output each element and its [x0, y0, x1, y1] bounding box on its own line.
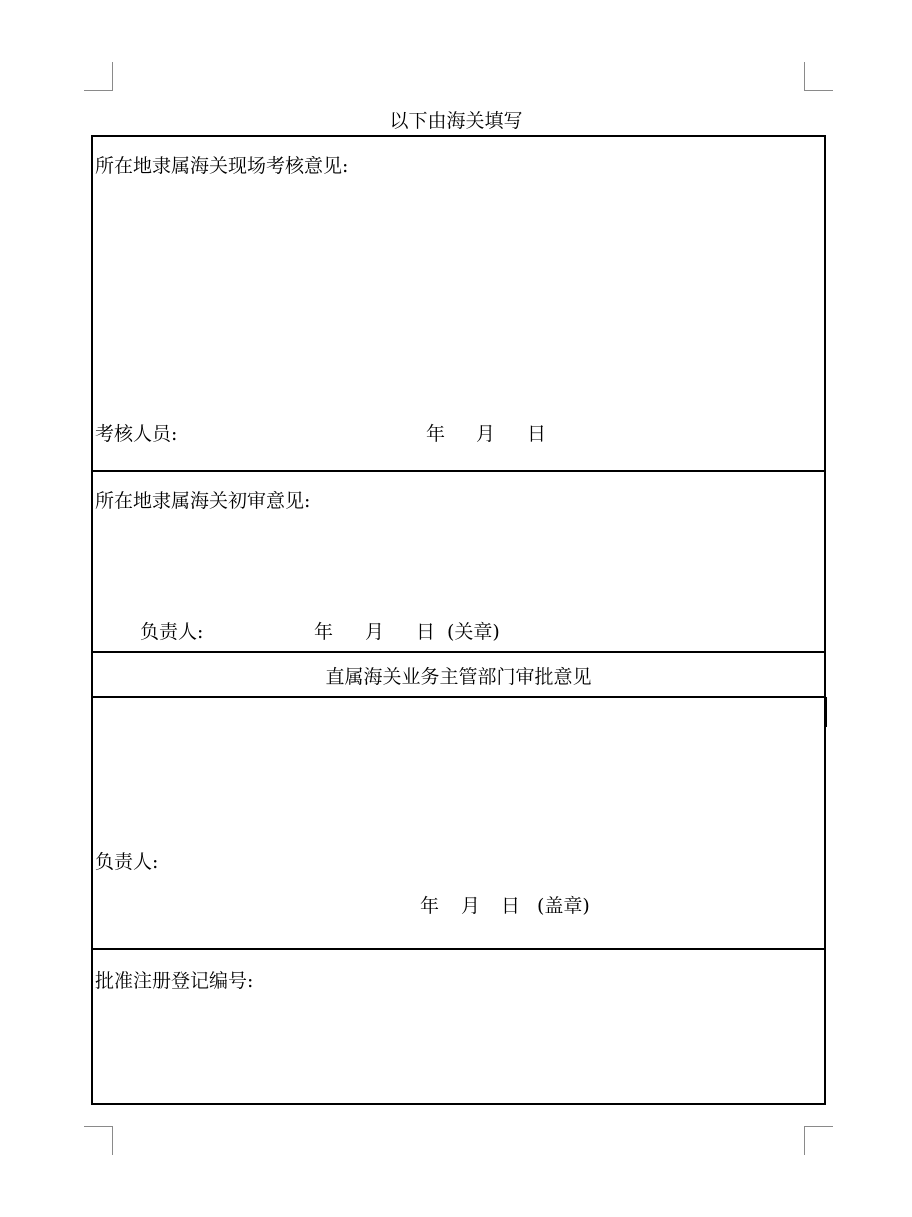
date-month: 月 [365, 621, 385, 643]
date-year: 年 [420, 895, 440, 917]
preliminary-review-label: 所在地隶属海关初审意见: [95, 490, 311, 512]
crop-mark-bottom-left [84, 1126, 113, 1155]
reviewer-label: 考核人员: [95, 423, 178, 445]
date-year: 年 [426, 423, 446, 445]
table-edge-mark [824, 697, 827, 727]
crop-mark-top-left [84, 62, 113, 91]
registration-number-section [93, 948, 824, 1103]
on-site-assessment-label: 所在地隶属海关现场考核意见: [95, 155, 349, 177]
date-month: 月 [476, 423, 496, 445]
customs-form-table [91, 135, 826, 1105]
crop-mark-bottom-right [804, 1126, 833, 1155]
date-day: 日 [501, 895, 521, 917]
date-year: 年 [314, 621, 334, 643]
responsible-person-label: 负责人: [140, 621, 204, 643]
approval-title: 直属海关业务主管部门审批意见 [325, 666, 592, 688]
form-heading: 以下由海关填写 [389, 110, 523, 132]
approval-opinion-section [93, 696, 824, 950]
date-month: 月 [461, 895, 481, 917]
date-day: 日 [527, 423, 547, 445]
responsible-person-label: 负责人: [95, 851, 159, 873]
preliminary-review-section [93, 470, 824, 653]
crop-mark-top-right [804, 62, 833, 91]
on-site-assessment-section [93, 137, 824, 472]
registration-number-label: 批准注册登记编号: [95, 970, 254, 992]
date-day: 日 [416, 621, 436, 643]
approval-title-row [93, 651, 824, 698]
seal-label: (盖章) [537, 895, 590, 917]
customs-seal-label: (关章) [447, 621, 500, 643]
